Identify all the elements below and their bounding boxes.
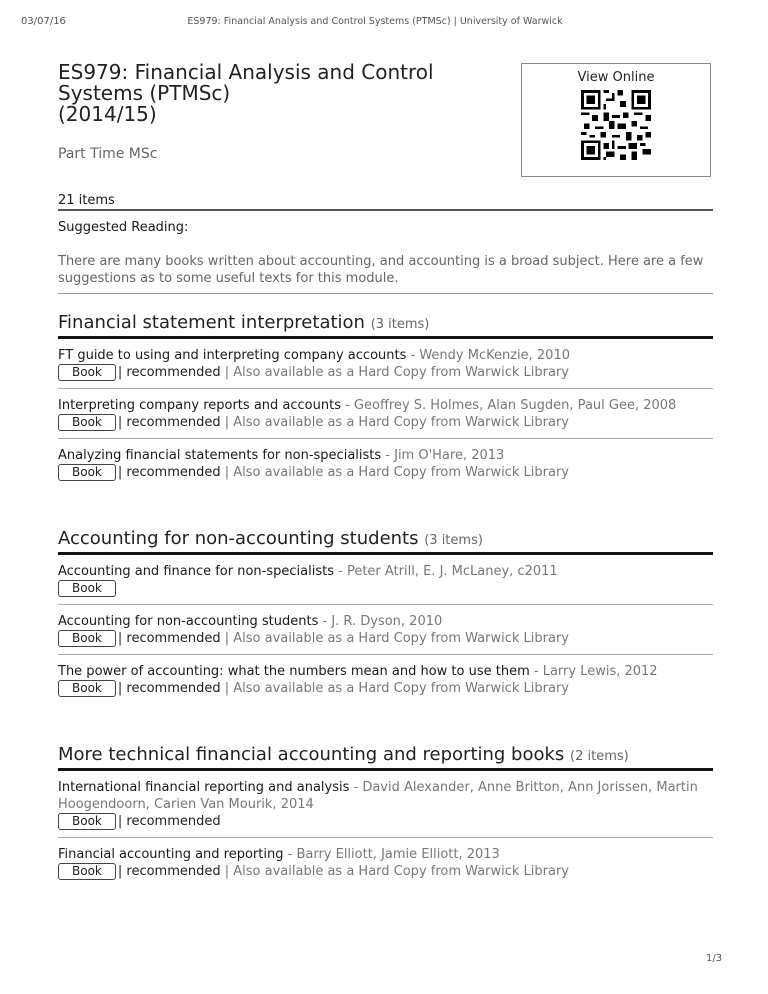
list-item — [58, 613, 713, 655]
availability-note: | Also available as a Hard Copy from Warwick Library — [220, 415, 569, 430]
list-item — [58, 563, 713, 605]
suggested-reading-label: Suggested Reading: — [58, 220, 189, 235]
list-item — [58, 663, 713, 704]
item-authors: - Barry Elliott, Jamie Elliott, 2013 — [283, 847, 500, 862]
book-type-badge: Book — [58, 580, 116, 597]
section-title: Financial statement interpretation — [58, 312, 365, 333]
item-title[interactable]: International financial reporting and analysis — [58, 780, 350, 795]
item-title[interactable]: FT guide to using and interpreting company accounts — [58, 348, 407, 363]
section-heading — [58, 528, 713, 555]
section-financial-statement-interpretation — [58, 312, 713, 496]
qr-code-icon — [579, 90, 653, 160]
view-online-box[interactable] — [521, 63, 711, 177]
availability-note: | Also available as a Hard Copy from Warwick Library — [220, 864, 569, 879]
list-item — [58, 347, 713, 389]
importance-label: | recommended — [117, 681, 221, 696]
section-count: (2 items) — [570, 749, 629, 764]
section-more-technical-financial-accounting — [58, 744, 713, 895]
book-type-badge: Book — [58, 364, 116, 381]
list-item — [58, 779, 713, 838]
page-number: 1/3 — [706, 953, 723, 964]
book-type-badge: Book — [58, 813, 116, 830]
importance-label: | recommended — [117, 365, 221, 380]
book-type-badge: Book — [58, 414, 116, 431]
importance-label: | recommended — [117, 465, 221, 480]
availability-note: | Also available as a Hard Copy from Warwick Library — [220, 365, 569, 380]
importance-label: | recommended — [117, 864, 221, 879]
item-authors: - Larry Lewis, 2012 — [529, 664, 658, 679]
section-heading — [58, 312, 713, 339]
item-authors: - David Alexander, Anne Britton, Ann Jorissen, Martin Hoogendoorn, Carien Van Mourik, 2014 — [58, 780, 698, 812]
availability-note: | Also available as a Hard Copy from Warwick Library — [220, 465, 569, 480]
section-title: More technical financial accounting and reporting books — [58, 744, 565, 765]
item-title[interactable]: Accounting and finance for non-specialists — [58, 564, 334, 579]
section-heading — [58, 744, 713, 771]
item-authors: - J. R. Dyson, 2010 — [318, 614, 443, 629]
title-line: (2014/15) — [58, 102, 157, 126]
page-header-title: ES979: Financial Analysis and Control Systems (PTMSc) | University of Warwick — [187, 16, 563, 27]
item-count: 21 items — [58, 193, 713, 211]
section-accounting-for-non-accounting-students — [58, 528, 713, 712]
page-header-date: 03/07/16 — [21, 16, 66, 27]
list-title — [58, 62, 498, 125]
item-authors: - Jim O'Hare, 2013 — [381, 448, 505, 463]
suggested-reading-text: There are many books written about accounting, and accounting is a broad subject. Here are a few suggestions as to some useful texts for this module. — [58, 253, 713, 294]
list-item — [58, 447, 713, 488]
item-authors: - Wendy McKenzie, 2010 — [406, 348, 570, 363]
title-line: ES979: Financial Analysis and Control — [58, 60, 434, 84]
section-count: (3 items) — [424, 533, 483, 548]
item-authors: - Geoffrey S. Holmes, Alan Sugden, Paul Gee, 2008 — [340, 398, 677, 413]
book-type-badge: Book — [58, 464, 116, 481]
view-online-label: View Online — [577, 70, 655, 85]
importance-label: | recommended — [117, 631, 221, 646]
list-subtitle: Part Time MSc — [58, 146, 158, 162]
book-type-badge: Book — [58, 680, 116, 697]
book-type-badge: Book — [58, 630, 116, 647]
item-title[interactable]: Financial accounting and reporting — [58, 847, 284, 862]
availability-note: | Also available as a Hard Copy from Warwick Library — [220, 631, 569, 646]
section-count: (3 items) — [370, 317, 430, 332]
item-authors: - Peter Atrill, E. J. McLaney, c2011 — [333, 564, 558, 579]
importance-label: | recommended — [117, 415, 221, 430]
book-type-badge: Book — [58, 863, 116, 880]
availability-note: | Also available as a Hard Copy from Warwick Library — [220, 681, 569, 696]
item-title[interactable]: The power of accounting: what the numbers mean and how to use them — [58, 664, 530, 679]
list-item — [58, 846, 713, 887]
section-title: Accounting for non-accounting students — [58, 528, 419, 549]
item-title[interactable]: Analyzing financial statements for non-specialists — [58, 448, 382, 463]
title-line: Systems (PTMSc) — [58, 81, 231, 105]
importance-label: | recommended — [117, 814, 221, 829]
list-item — [58, 397, 713, 439]
item-title[interactable]: Accounting for non-accounting students — [58, 614, 319, 629]
item-title[interactable]: Interpreting company reports and accounts — [58, 398, 341, 413]
